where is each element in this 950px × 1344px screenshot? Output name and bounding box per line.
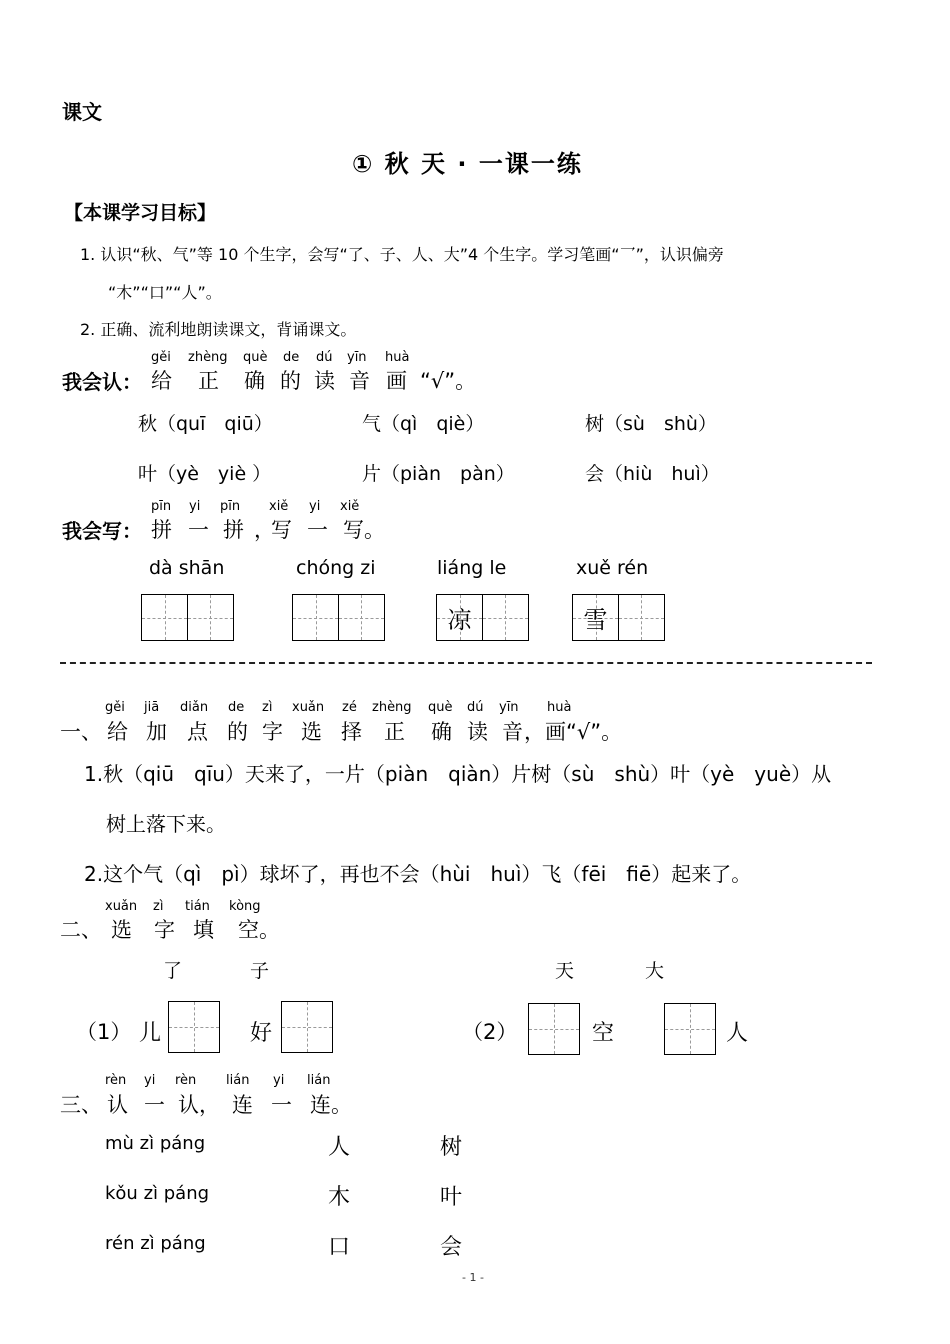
ex1-pinyin-3: de — [228, 700, 245, 715]
recognize-choice: 片（piàn pàn） — [362, 463, 515, 485]
ex2-option: 天 — [555, 960, 575, 982]
write-pinyin-1: yi — [189, 499, 201, 514]
ex3-number: 三、 — [60, 1093, 102, 1117]
recognize-char-1: 正 — [198, 369, 219, 393]
goal-item-1: 1. 认识“秋、气”等 10 个生字，会写“了、子、人、大”4 个生字。学习笔画“乛”，认识偏旁 — [80, 245, 724, 264]
ex2-number: 二、 — [60, 918, 102, 942]
ex2-option: 大 — [645, 960, 665, 982]
ex2-pinyin-3: kòng — [229, 899, 261, 914]
match-left-item[interactable]: mù zì páng — [105, 1133, 206, 1154]
write-word-pinyin: xuě rén — [576, 557, 649, 579]
recognize-pinyin-5: yīn — [347, 350, 367, 365]
ex2-option: 了 — [163, 960, 183, 982]
fill-box[interactable] — [664, 1003, 716, 1055]
match-mid-item[interactable]: 木 — [328, 1185, 351, 1210]
write-pinyin-5: xiě — [340, 499, 360, 514]
write-pinyin-3: xiě — [269, 499, 289, 514]
ex3-char-1: 一 — [144, 1093, 165, 1117]
ex1-char-3: 的 — [227, 720, 248, 744]
ex3-pinyin-5: lián — [307, 1073, 331, 1088]
writing-cell-filled: 凉 — [436, 594, 483, 641]
ex1-char-8: 确 — [431, 720, 452, 744]
recognize-pinyin-1: zhèng — [188, 350, 228, 365]
recognize-char-6: 画 — [386, 369, 407, 393]
write-grid-dashan — [141, 594, 234, 641]
ex1-question-1: 1.秋（qiū qīu）天来了，一片（piàn qiàn）片树（sù shù）叶（yè yuè）从 — [84, 762, 832, 786]
ex1-char-7: 正 — [384, 720, 405, 744]
match-right-item[interactable]: 叶 — [440, 1185, 463, 1210]
ex2-option: 子 — [250, 960, 270, 982]
ex3-char-3: 连 — [232, 1093, 253, 1117]
recognize-choice: 秋（quī qiū） — [138, 413, 273, 435]
writing-cell[interactable] — [618, 594, 665, 641]
ex1-char-2: 点 — [187, 720, 208, 744]
write-char-4: 写 — [271, 518, 292, 542]
match-left-item[interactable]: kǒu zì páng — [105, 1183, 210, 1204]
ex2-q1-label: （1） — [76, 1020, 132, 1044]
write-char-2: 拼 — [223, 518, 244, 542]
match-left-item[interactable]: rén zì páng — [105, 1233, 206, 1254]
recognize-char-0: 给 — [151, 369, 172, 393]
writing-cell[interactable] — [141, 594, 188, 641]
ex3-char-5: 连。 — [310, 1093, 352, 1117]
recognize-pinyin-4: dú — [316, 350, 333, 365]
write-char-0: 拼 — [151, 518, 172, 542]
write-char-5: 一 — [307, 518, 328, 542]
goal-item-2: 2. 正确、流利地朗读课文，背诵课文。 — [80, 320, 357, 339]
write-grid-chongzi — [292, 594, 385, 641]
ex1-char-11: ，画“√”。 — [524, 720, 623, 744]
ex3-pinyin-0: rèn — [105, 1073, 127, 1088]
fill-box[interactable] — [281, 1001, 333, 1053]
write-char-1: 一 — [188, 518, 209, 542]
ex1-char-9: 读 — [467, 720, 488, 744]
ex3-pinyin-4: yi — [273, 1073, 285, 1088]
ex2-q2-char-a: 空 — [592, 1021, 615, 1046]
ex1-char-10: 音 — [502, 720, 523, 744]
ex1-pinyin-7: zhèng — [372, 700, 412, 715]
ex2-q1-char-b: 好 — [250, 1021, 273, 1046]
write-pinyin-2: pīn — [220, 499, 241, 514]
ex2-char-1: 字 — [154, 918, 175, 942]
write-char-3: ， — [254, 518, 275, 542]
ex1-pinyin-6: zé — [342, 700, 357, 715]
ex1-char-6: 择 — [341, 720, 362, 744]
writing-cell[interactable] — [292, 594, 339, 641]
write-label: 我会写： — [62, 519, 142, 543]
write-word-pinyin: chóng zi — [296, 557, 376, 579]
ex2-pinyin-2: tián — [185, 899, 210, 914]
fill-box[interactable] — [168, 1001, 220, 1053]
ex1-pinyin-0: gěi — [105, 700, 125, 715]
ex1-char-4: 字 — [262, 720, 283, 744]
recognize-choice: 叶（yè yiè ） — [138, 463, 272, 485]
recognize-label: 我会认： — [62, 370, 142, 394]
ex2-q2-label: （2） — [462, 1020, 518, 1044]
write-char-6: 写。 — [343, 518, 385, 542]
ex1-pinyin-11: huà — [547, 700, 572, 715]
match-mid-item[interactable]: 口 — [328, 1235, 351, 1260]
page-title: ① 秋 天 · 一课一练 — [352, 150, 583, 178]
write-grid-liangle — [436, 594, 529, 641]
recognize-choice: 会（hiù huì） — [585, 463, 720, 485]
recognize-char-4: 读 — [314, 369, 335, 393]
ex3-pinyin-1: yi — [144, 1073, 156, 1088]
ex3-char-4: 一 — [271, 1093, 292, 1117]
ex1-char-5: 选 — [301, 720, 322, 744]
ex1-pinyin-5: xuǎn — [292, 700, 325, 715]
section-label: 课文 — [62, 100, 102, 124]
goals-heading: 【本课学习目标】 — [64, 202, 217, 224]
match-right-item[interactable]: 会 — [440, 1235, 463, 1260]
ex3-pinyin-3: lián — [226, 1073, 250, 1088]
recognize-choice: 树（sù shù） — [585, 413, 717, 435]
write-grid-xueren — [572, 594, 665, 641]
ex2-char-2: 填 — [193, 918, 214, 942]
ex1-question-1-cont: 树上落下来。 — [106, 812, 226, 836]
match-right-item[interactable]: 树 — [440, 1135, 463, 1160]
ex2-char-0: 选 — [111, 918, 132, 942]
ex1-pinyin-10: yīn — [499, 700, 519, 715]
ex1-char-1: 加 — [146, 720, 167, 744]
writing-cell[interactable] — [187, 594, 234, 641]
write-pinyin-4: yi — [309, 499, 321, 514]
ex1-pinyin-9: dú — [467, 700, 484, 715]
ex1-pinyin-2: diǎn — [180, 700, 209, 715]
writing-cell[interactable] — [482, 594, 529, 641]
ex3-char-0: 认 — [107, 1093, 128, 1117]
ex2-pinyin-1: zì — [153, 899, 164, 914]
recognize-pinyin-0: gěi — [151, 350, 171, 365]
ex2-pinyin-0: xuǎn — [105, 899, 138, 914]
ex1-pinyin-1: jiā — [144, 700, 160, 715]
ex3-pinyin-2: rèn — [175, 1073, 197, 1088]
match-mid-item[interactable]: 人 — [328, 1135, 351, 1160]
ex2-q1-char-a: 儿 — [139, 1021, 162, 1046]
page-number: - 1 - — [462, 1271, 484, 1284]
recognize-pinyin-6: huà — [385, 350, 410, 365]
recognize-pinyin-2: què — [243, 350, 268, 365]
recognize-pinyin-3: de — [283, 350, 300, 365]
write-pinyin-0: pīn — [151, 499, 172, 514]
writing-cell[interactable] — [338, 594, 385, 641]
recognize-char-3: 的 — [280, 369, 301, 393]
write-word-pinyin: liáng le — [437, 557, 507, 579]
recognize-choice: 气（qì qiè） — [362, 413, 485, 435]
recognize-char-5: 音 — [349, 369, 370, 393]
ex1-number: 一、 — [60, 720, 102, 744]
ex1-char-0: 给 — [107, 720, 128, 744]
recognize-char-2: 确 — [244, 369, 265, 393]
ex3-char-2: 认， — [178, 1093, 220, 1117]
ex2-char-3: 空。 — [238, 918, 280, 942]
ex1-question-2: 2.这个气（qì pì）球坏了，再也不会（hùi huì）飞（fēi fiē）起来了。 — [84, 862, 752, 886]
section-divider — [60, 662, 872, 664]
write-word-pinyin: dà shān — [149, 557, 225, 579]
recognize-tail: “√”。 — [420, 369, 477, 393]
ex2-q2-char-b: 人 — [726, 1021, 749, 1046]
ex1-pinyin-8: què — [428, 700, 453, 715]
fill-box[interactable] — [528, 1003, 580, 1055]
ex1-pinyin-4: zì — [262, 700, 273, 715]
goal-item-1-cont: “木”“口”“人”。 — [108, 283, 222, 302]
writing-cell-filled: 雪 — [572, 594, 619, 641]
